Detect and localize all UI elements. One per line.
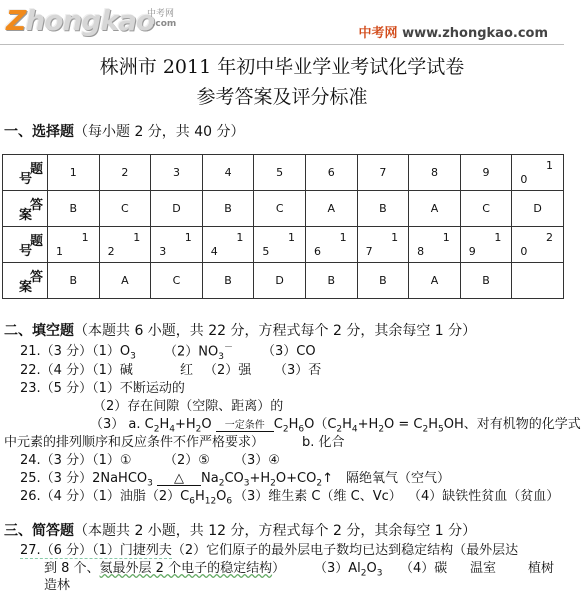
logo-com: .com [152, 19, 177, 29]
answer-cell: D [512, 191, 564, 227]
q27-part5: 温室 [470, 561, 497, 576]
q27-part6: 植树 [528, 561, 555, 576]
number-cell: 5 [254, 155, 306, 191]
page-subtitle: 参考答案及评分标准 [196, 86, 368, 108]
q26-part-b: （3）维生素 C（维 C、Vc） [234, 489, 402, 504]
answer-cell: B [305, 263, 357, 299]
number-cell: 1 6 [305, 227, 357, 263]
number-cell: 8 [409, 155, 461, 191]
label-question-no: 题 号 [3, 227, 48, 263]
q23-part2: （2）存在间隙（空隙、距离）的 [93, 399, 284, 414]
answer-cell: B [202, 263, 254, 299]
answer-cell: C [151, 263, 203, 299]
answer-cell: B [48, 191, 100, 227]
q26-part-c: （4）缺铁性贫血（贫血） [408, 489, 560, 504]
site-url: www.zhongkao.com [402, 26, 548, 41]
answer-table [2, 154, 564, 299]
logo-letter-z: Z [6, 4, 26, 37]
q27-line2: 到 8 个、氦最外层 2 个电子的稳定结构） [44, 561, 286, 576]
section1-note: （每小题 2 分，共 40 分） [74, 124, 245, 140]
q26-line: 26.（4 分）（1）油脂$(2)C_6H_{12}O_6$ [20, 489, 233, 507]
section1-title: 一、选择题 [4, 124, 74, 140]
q24-part-b: （2）⑤ [164, 453, 210, 468]
answer-cell: C [460, 191, 512, 227]
q22-line: 22.（4 分）（1）碱 [20, 363, 133, 378]
answer-cell: B [357, 191, 409, 227]
answer-cell [512, 263, 564, 299]
number-cell: 1 0 [512, 155, 564, 191]
q21-part3: （3）CO [262, 344, 316, 359]
answer-cell: A [99, 263, 151, 299]
number-cell: 1 3 [151, 227, 203, 263]
q23-line2b: b. 化合 [302, 435, 345, 450]
number-cell: 1 1 [48, 227, 100, 263]
page-title: 株洲市 2011 年初中毕业学业考试化学试卷 [99, 56, 465, 78]
section3-title: 三、简答题 [4, 523, 74, 539]
answer-cell: B [48, 263, 100, 299]
table-row-numbers-1 [3, 155, 564, 191]
number-cell: 1 5 [254, 227, 306, 263]
answer-cell: B [202, 191, 254, 227]
zhongkao-logo[interactable] [6, 4, 177, 37]
table-row-answers-2 [3, 263, 564, 299]
number-cell: 6 [305, 155, 357, 191]
number-cell: 2 [99, 155, 151, 191]
q21-part2: $(2)NO_3^-$ [164, 343, 233, 362]
header-divider [0, 44, 564, 45]
q22-part-c: （2）强 [204, 363, 252, 378]
section2-note: （本题共 6 小题，共 22 分，方程式每个 2 分，其余每空 1 分） [74, 323, 477, 339]
answer-cell: A [409, 263, 461, 299]
label-answer: 答 案 [3, 191, 48, 227]
condition-arrow: 一定条件 [216, 421, 274, 432]
answer-cell: B [460, 263, 512, 299]
table-row-numbers-2 [3, 227, 564, 263]
q25-part-f: 隔绝氧气（空气） [346, 471, 451, 486]
label-question-no: 题 号 [3, 155, 48, 191]
number-cell: 1 [48, 155, 100, 191]
section3-heading [4, 520, 476, 540]
number-cell: 3 [151, 155, 203, 191]
answer-cell: C [254, 191, 306, 227]
answer-cell: D [151, 191, 203, 227]
table-row-answers-1 [3, 191, 564, 227]
number-cell: 7 [357, 155, 409, 191]
q27-line: 27.（6 分）（1）门捷列夫（2）它们原子的最外层电子数均已达到稳定结构（最外层达 [20, 543, 519, 558]
number-cell: 2 0 [512, 227, 564, 263]
number-cell: 4 [202, 155, 254, 191]
section1-heading [4, 121, 245, 141]
logo-badge: 中考网 [147, 9, 175, 19]
number-cell: 1 8 [409, 227, 461, 263]
section2-heading [4, 320, 476, 340]
q24-part-c: （3）④ [234, 453, 280, 468]
answer-cell: B [357, 263, 409, 299]
label-answer: 答 案 [3, 263, 48, 299]
q23-line2: 中元素的排列顺序和反应条件不作严格要求） [4, 435, 265, 450]
q25-line: 25.（3 分）2NaHCO$_3$ △ $Na_2CO_3+H_2O+CO_2↑$ [20, 471, 333, 489]
q24-line: 24.（3 分）（1）① [20, 453, 132, 468]
section3-note: （本题共 2 小题，共 12 分，方程式每个 2 分，其余每空 1 分） [74, 523, 477, 539]
number-cell: 1 9 [460, 227, 512, 263]
q27-part3: $(3)Al_2O_3$ [314, 561, 383, 579]
q22-part-d: （3）否 [274, 363, 322, 378]
q23-part3: （3） a. $C_2H_4+H_2O$ 一定条件 $C_2H_6O(C_2H_4+H_2O = C_2H_5OH$、对有机物的化学式 [90, 417, 581, 435]
section2-title: 二、填空题 [4, 323, 74, 339]
answer-cell: A [409, 191, 461, 227]
q21-line: 21.（3 分）$(1)O_3$ [20, 344, 136, 362]
number-cell: 1 4 [202, 227, 254, 263]
answer-cell: D [254, 263, 306, 299]
logo-word: hongkao [25, 4, 155, 37]
number-cell: 9 [460, 155, 512, 191]
q22-part-b: 红 [180, 363, 194, 378]
q27-line3: 造林 [44, 578, 71, 593]
q27-part4: （4）碳 [400, 561, 448, 576]
answer-cell: A [305, 191, 357, 227]
site-link[interactable] [359, 22, 548, 41]
heat-arrow: △ [157, 473, 201, 486]
q23-line: 23.（5 分）（1）不断运动的 [20, 381, 185, 396]
site-name: 中考网 [358, 26, 398, 41]
answer-cell: C [99, 191, 151, 227]
number-cell: 1 7 [357, 227, 409, 263]
number-cell: 1 2 [99, 227, 151, 263]
